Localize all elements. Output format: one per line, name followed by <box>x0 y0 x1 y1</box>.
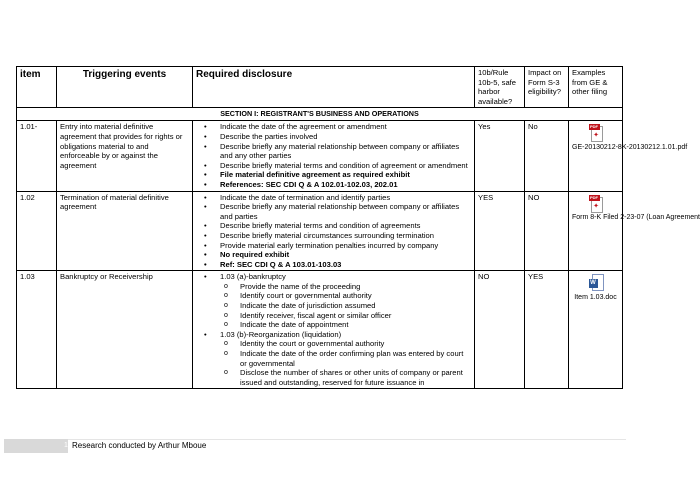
disclosure-subitem: o Disclose the number of shares or other units of company or parent issued and outstanding, reserved for future issuance in <box>196 368 471 387</box>
disclosure-document <box>16 66 700 436</box>
disclosure-item: • Describe briefly material circumstances surrounding termination <box>196 231 471 241</box>
disclosure-subitem: o Indicate the date of jurisdiction assumed <box>196 301 471 311</box>
example-attachment[interactable] <box>569 271 623 389</box>
disclosure-item: • Indicate the date of the agreement or amendment <box>196 122 471 132</box>
disclosure-cell <box>193 121 475 191</box>
triggering-event: Entry into material definitive agreement that provides for rights or obligations material to and enforceable by or against the agreement <box>57 121 193 191</box>
pdf-icon[interactable]: PDF ✦ <box>589 195 603 212</box>
disclosure-subitem: o Identity the court or governmental authority <box>196 339 471 349</box>
disclosure-item: • Describe briefly any material relationship between company or affiliates and parties <box>196 202 471 221</box>
header-examples: Examples from GE & other filing <box>569 67 623 108</box>
pdf-icon[interactable]: PDF ✦ <box>589 124 603 141</box>
safe-harbor-value: Yes <box>475 121 525 191</box>
disclosure-item: • Indicate the date of termination and identify parties <box>196 193 471 203</box>
example-filename[interactable]: Form 8-K Filed 2-23-07 (Loan Agreement <box>572 214 700 222</box>
disclosure-table <box>16 66 700 389</box>
disclosure-subitem: o Identify court or governmental authority <box>196 291 471 301</box>
disclosure-item: • File material definitive agreement as required exhibit <box>196 170 471 180</box>
s3-impact-value: YES <box>525 271 569 389</box>
example-attachment[interactable] <box>569 191 700 271</box>
s3-impact-value: NO <box>525 191 569 271</box>
disclosure-item: • Describe briefly material terms and condition of agreements <box>196 221 471 231</box>
item-number: 1.02 <box>17 191 57 271</box>
disclosure-item: • References: SEC CDI Q & A 102.01-102.03, 202.01 <box>196 180 471 190</box>
disclosure-cell <box>193 271 475 389</box>
disclosure-subitem: o Indicate the date of appointment <box>196 320 471 330</box>
header-safe-harbor: 10b/Rule 10b-5, safe harbor available? <box>475 67 525 108</box>
disclosure-subitem: o Identify receiver, fiscal agent or similar officer <box>196 311 471 321</box>
page-number: 1 <box>64 442 68 449</box>
disclosure-item: • Ref: SEC CDI Q & A 103.01-103.03 <box>196 260 471 270</box>
header-required-disclosure: Required disclosure <box>193 67 475 108</box>
header-s3-impact: Impact on Form S-3 eligibility? <box>525 67 569 108</box>
safe-harbor-value: YES <box>475 191 525 271</box>
disclosure-subitem: o Indicate the date of the order confirming plan was entered by court or governmental <box>196 349 471 368</box>
example-filename[interactable]: GE-20130212-8K-20130212.1.01.pdf <box>572 143 688 151</box>
triggering-event: Termination of material definitive agreement <box>57 191 193 271</box>
word-document-icon[interactable]: W <box>589 274 603 291</box>
disclosure-item: • No required exhibit <box>196 250 471 260</box>
table-row <box>17 191 623 271</box>
table-row <box>17 271 623 389</box>
triggering-event: Bankruptcy or Receivership <box>57 271 193 389</box>
disclosure-item: • Provide material early termination penalties incurred by company <box>196 241 471 251</box>
disclosure-item: • 1.03 (b)-Reorganization (liquidation) <box>196 330 471 340</box>
footer-bar <box>4 439 68 453</box>
section-row <box>17 108 623 121</box>
page-footer <box>0 439 638 453</box>
example-attachment[interactable] <box>569 121 688 191</box>
item-number: 1.03 <box>17 271 57 389</box>
header-item: item <box>17 67 57 108</box>
header-row <box>17 67 623 108</box>
footer-credit: Research conducted by Arthur Mboue <box>72 441 207 450</box>
disclosure-cell <box>193 191 475 271</box>
header-triggering-events: Triggering events <box>57 67 193 108</box>
item-number: 1.01- <box>17 121 57 191</box>
safe-harbor-value: NO <box>475 271 525 389</box>
example-filename[interactable]: Item 1.03.doc <box>574 293 617 301</box>
disclosure-subitem: o Provide the name of the proceeding <box>196 282 471 292</box>
disclosure-item: • Describe briefly material terms and condition of agreement or amendment <box>196 161 471 171</box>
disclosure-item: • Describe the parties involved <box>196 132 471 142</box>
disclosure-item: • Describe briefly any material relationship between company or affiliates and any other parties <box>196 142 471 161</box>
s3-impact-value: No <box>525 121 569 191</box>
table-row <box>17 121 623 191</box>
section-heading: SECTION I: REGISTRANT'S BUSINESS AND OPERATIONS <box>17 108 623 121</box>
disclosure-item: • 1.03 (a)-bankruptcy <box>196 272 471 282</box>
